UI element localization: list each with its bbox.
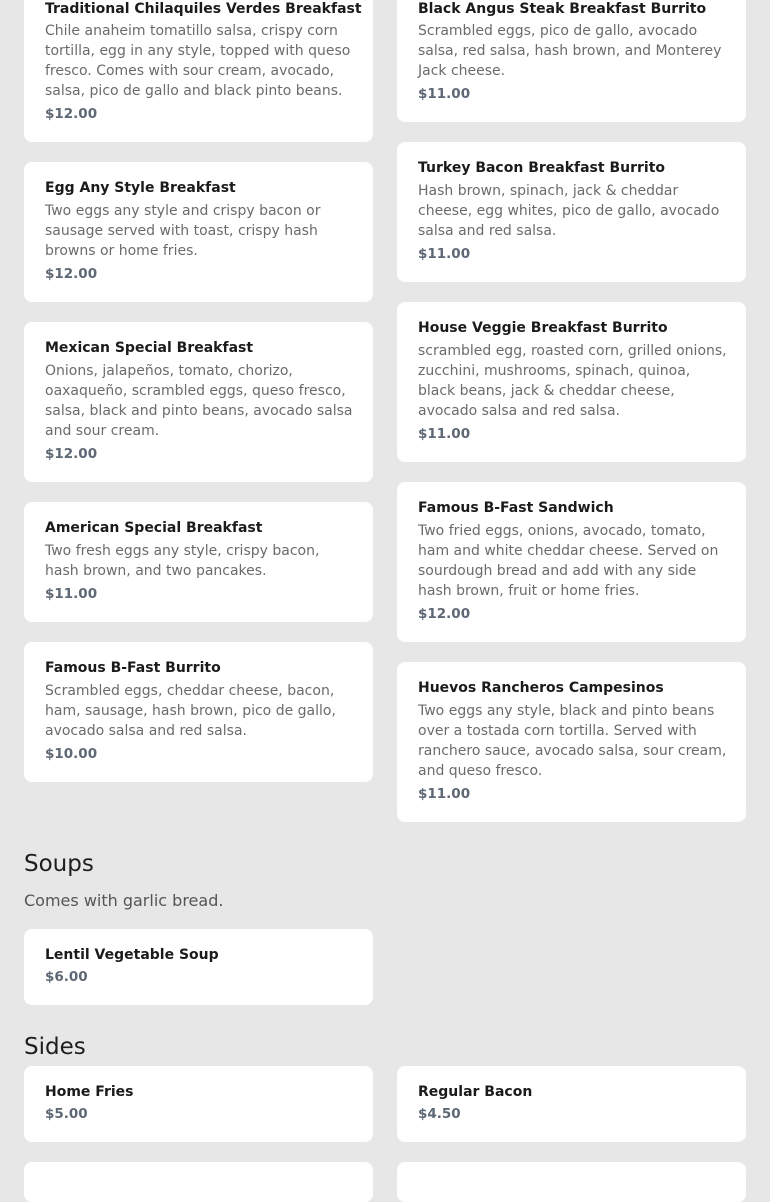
menu-item-card[interactable] [24,929,373,1005]
item-price: $12.00 [45,446,98,462]
item-description: Two fried eggs, onions, avocado, tomato, ham and white cheddar cheese. Served on sourdough bread and add with any side hash brown, fruit or home fries. [418,523,719,599]
item-name: Black Angus Steak Breakfast Burrito [418,1,707,17]
item-price: $11.00 [418,426,471,442]
item-description: scrambled egg, roasted corn, grilled onions, zucchini, mushrooms, spinach, quinoa, black beans, jack & cheddar cheese, avocado salsa and red salsa. [418,343,727,419]
item-description: Onions, jalapeños, tomato, chorizo, oaxaqueño, scrambled eggs, queso fresco, salsa, black and pinto beans, avocado salsa and sour cream. [45,363,353,439]
item-description: Two eggs any style and crispy bacon or sausage served with toast, crispy hash browns or home fries. [45,203,321,259]
menu-item-card[interactable] [397,482,746,642]
menu-item-card[interactable] [397,1066,746,1142]
item-price: $12.00 [45,266,98,282]
menu-item-card[interactable] [397,662,746,822]
item-name: Famous B-Fast Burrito [45,660,221,676]
item-description: Two eggs any style, black and pinto beans over a tostada corn tortilla. Served with ranchero sauce, avocado salsa, sour cream, and queso fresco. [418,703,727,779]
menu-item-card[interactable] [397,0,746,122]
menu-item-card[interactable] [24,1162,373,1202]
item-name: Regular Bacon [418,1084,533,1100]
item-name: American Special Breakfast [45,520,263,536]
item-description: Scrambled eggs, pico de gallo, avocado salsa, red salsa, hash brown, and Monterey Jack cheese. [418,23,722,79]
menu-item-card[interactable] [24,0,373,142]
item-price: $11.00 [418,786,471,802]
item-price: $12.00 [45,106,98,122]
item-price: $5.00 [45,1106,88,1122]
item-name: Turkey Bacon Breakfast Burrito [418,160,666,176]
menu-item-card[interactable] [24,1066,373,1142]
item-description: Hash brown, spinach, jack & cheddar cheese, egg whites, pico de gallo, avocado salsa and red salsa. [418,183,720,239]
item-price: $6.00 [45,969,88,985]
menu-item-card[interactable] [24,322,373,482]
item-name: Famous B-Fast Sandwich [418,500,614,516]
menu-item-card[interactable] [397,1162,746,1202]
item-description: Chile anaheim tomatillo salsa, crispy corn tortilla, egg in any style, topped with queso fresco. Comes with sour cream, avocado, salsa, pico de gallo and black pinto beans. [45,23,351,99]
item-name: Egg Any Style Breakfast [45,180,236,196]
item-description: Scrambled eggs, cheddar cheese, bacon, ham, sausage, hash brown, pico de gallo, avocado salsa and red salsa. [45,683,336,739]
item-name: House Veggie Breakfast Burrito [418,320,668,336]
item-name: Mexican Special Breakfast [45,340,254,356]
menu-item-card[interactable] [24,162,373,302]
item-name: Huevos Rancheros Campesinos [418,680,664,696]
item-price: $11.00 [45,586,98,602]
section-title-sides: Sides [24,1034,86,1060]
item-price: $12.00 [418,606,471,622]
menu-item-card[interactable] [397,302,746,462]
section-title-soups: Soups [24,851,94,877]
item-price: $10.00 [45,746,98,762]
item-price: $11.00 [418,246,471,262]
menu-item-card[interactable] [24,502,373,622]
item-price: $11.00 [418,86,471,102]
section-subtitle-soups: Comes with garlic bread. [24,891,224,910]
item-name: Home Fries [45,1084,134,1100]
menu-item-card[interactable] [24,642,373,782]
item-name: Traditional Chilaquiles Verdes Breakfast [45,1,362,17]
item-name: Lentil Vegetable Soup [45,947,219,963]
item-description: Two fresh eggs any style, crispy bacon, hash brown, and two pancakes. [45,543,320,579]
item-price: $4.50 [418,1106,461,1122]
menu-item-card[interactable] [397,142,746,282]
